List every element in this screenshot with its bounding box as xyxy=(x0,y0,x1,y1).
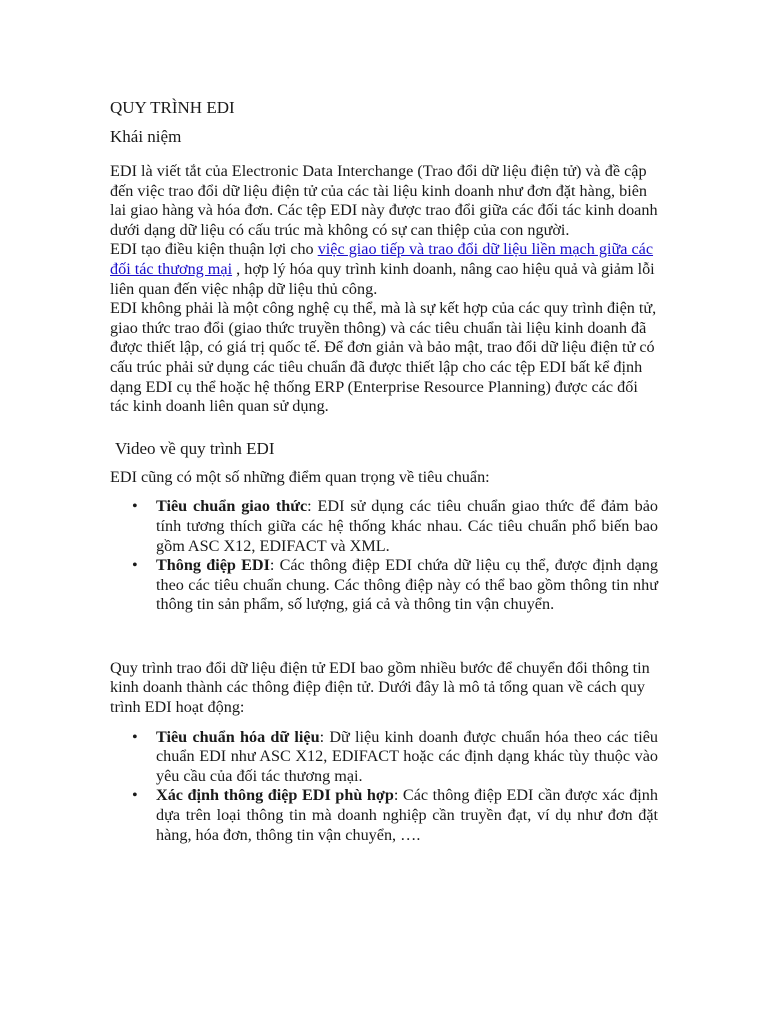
seamless-exchange-link[interactable]: việc giao tiếp và trao đổi dữ liệu liền mạch giữa các đối tác thương mại xyxy=(110,240,654,278)
document-title: QUY TRÌNH EDI xyxy=(110,98,235,117)
intro-paragraph: EDI là viết tắt của Electronic Data Interchange (Trao đổi dữ liệu điện tử) và đề cập đến việc trao đổi dữ liệu điện tử của các tài liệu kinh doanh như đơn đặt hàng, biên lai giao hàng và hóa đơn. Các tệp EDI này được trao đổi giữa các đối tác kinh doanh dưới dạng dữ liệu có cấu trúc mà không có sự can thiệp của con người. xyxy=(110,162,658,239)
facilitation-text-end: , hợp lý hóa quy trình kinh doanh, nâng cao hiệu quả và giảm lỗi liên quan đến việc nhập dữ liệu thủ công. xyxy=(110,259,655,298)
facilitation-paragraph xyxy=(110,240,658,299)
list-item xyxy=(110,728,658,787)
process-steps-list xyxy=(110,728,658,846)
bullet-icon: • xyxy=(132,727,138,746)
list-item-text: : EDI sử dụng các tiêu chuẩn giao thức để đảm bảo tính tương thích giữa các hệ thống khác nhau. Các tiêu chuẩn phổ biến bao gồm ASC X12, EDIFACT và XML. xyxy=(156,497,659,555)
bullet-icon: • xyxy=(132,786,138,805)
list-item-term: Xác định thông điệp EDI phù hợp xyxy=(156,786,394,805)
list-item-term: Thông điệp EDI xyxy=(156,556,270,575)
list-item xyxy=(110,556,658,615)
list-item xyxy=(110,786,658,845)
bullet-icon: • xyxy=(132,497,138,516)
section-heading-concept: Khái niệm xyxy=(110,127,182,146)
bullet-icon: • xyxy=(132,556,138,575)
list-item-term: Tiêu chuẩn hóa dữ liệu xyxy=(156,727,320,746)
document-page xyxy=(110,97,658,845)
standards-list xyxy=(110,497,658,615)
list-item-text: : Dữ liệu kinh doanh được chuẩn hóa theo các tiêu chuẩn EDI như ASC X12, EDIFACT hoặc các định dạng khác tùy thuộc vào yêu cầu của đối tác thương mại. xyxy=(156,727,658,785)
standards-explanation-paragraph: EDI không phải là một công nghệ cụ thể, mà là sự kết hợp của các quy trình điện tử, giao thức trao đổi (giao thức truyền thông) và các tiêu chuẩn tài liệu kinh doanh đã được thiết lập, có giá trị quốc tế. Để đơn giản và bảo mật, trao đổi dữ liệu điện tử có cấu trúc phải sử dụng các tiêu chuẩn đã được thiết lập cho các tệp EDI bất kể định dạng EDI cụ thể hoặc hệ thống ERP (Enterprise Resource Planning) được các đối tác kinh doanh liên quan sử dụng. xyxy=(110,299,657,416)
process-intro-paragraph: Quy trình trao đổi dữ liệu điện tử EDI bao gồm nhiều bước để chuyển đổi thông tin kinh doanh thành các thông điệp điện tử. Dưới đây là mô tả tổng quan về cách quy trình EDI hoạt động: xyxy=(110,658,650,717)
list-item-text: : Các thông điệp EDI cần được xác định dựa trên loại thông tin mà doanh nghiệp cần truyền đạt, ví dụ như đơn đặt hàng, hóa đơn, thông tin vận chuyển, …. xyxy=(156,786,658,844)
facilitation-text-start: EDI tạo điều kiện thuận lợi cho xyxy=(110,240,318,259)
list-item-term: Tiêu chuẩn giao thức xyxy=(156,497,308,516)
list-item-text: : Các thông điệp EDI chứa dữ liệu cụ thể, được định dạng theo các tiêu chuẩn chung. Các thông điệp này có thể bao gồm thông tin như thông tin sản phẩm, số lượng, giá cả và thông tin vận chuyển. xyxy=(156,556,658,614)
video-caption: Video về quy trình EDI xyxy=(115,438,275,458)
list-item xyxy=(110,497,658,556)
standards-intro: EDI cũng có một số những điểm quan trọng về tiêu chuẩn: xyxy=(110,467,490,486)
